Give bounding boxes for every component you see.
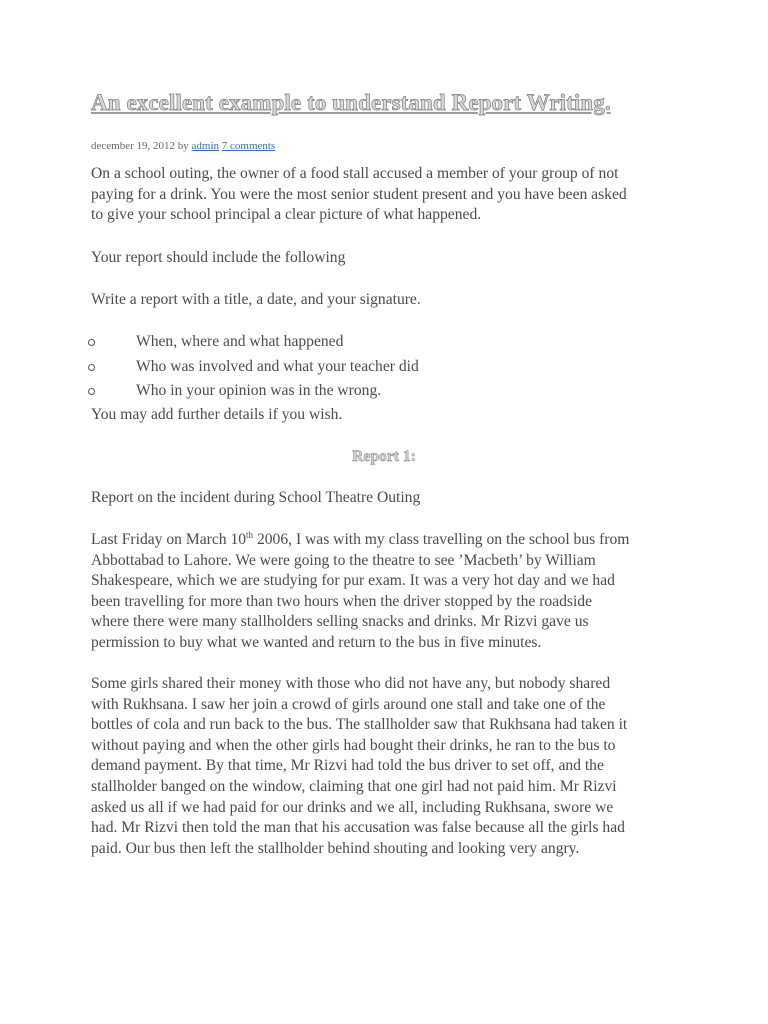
report-heading: Report 1: xyxy=(352,448,416,465)
paragraph-line: asked us all if we had paid for our drinks and we all, including Rukhsana, swore we xyxy=(91,798,614,816)
report-paragraph-1 xyxy=(91,530,691,654)
report-title: Report on the incident during School Theatre Outing xyxy=(91,489,421,506)
list-item-text: Who was involved and what your teacher did xyxy=(136,357,419,375)
intro-line: to give your school principal a clear picture of what happened. xyxy=(91,206,482,224)
paragraph-line: Some girls shared their money with those who did not have any, but nobody shared xyxy=(91,675,611,692)
hollow-bullet-icon xyxy=(88,364,95,371)
paragraph-line xyxy=(91,530,691,551)
paragraph-line: Shakespeare, which we are studying for pur exam. It was a very hot day and we had xyxy=(91,572,615,590)
intro-line: On a school outing, the owner of a food stall accused a member of your group of not xyxy=(91,165,619,182)
paragraph-line: permission to buy what we wanted and return to the bus in five minutes. xyxy=(91,633,542,651)
post-date: december 19, 2012 xyxy=(91,140,175,152)
comments-link[interactable]: 7 comments xyxy=(221,140,276,152)
further-details-line: You may add further details if you wish. xyxy=(91,406,343,423)
line-text: 2006, I was with my class travelling on the school bus from xyxy=(253,531,630,548)
paragraph-line: with Rukhsana. I saw her join a crowd of girls around one stall and take one of the xyxy=(91,695,606,713)
paragraph-line: without paying and when the other girls had bought their drinks, he ran to the bus to xyxy=(91,736,616,754)
hollow-bullet-icon xyxy=(88,388,95,395)
paragraph-line: had. Mr Rizvi then told the man that his accusation was false because all the girls had xyxy=(91,819,625,837)
write-line: Write a report with a title, a date, and your signature. xyxy=(91,291,421,308)
page-title: An excellent example to understand Report Writing. xyxy=(91,90,611,115)
superscript: th xyxy=(246,529,254,540)
hollow-bullet-icon xyxy=(88,339,95,346)
author-link[interactable]: admin xyxy=(191,140,219,152)
list-item-text: Who in your opinion was in the wrong. xyxy=(136,382,382,399)
paragraph-line: stallholder banged on the window, claiming that one girl had not paid him. Mr Rizvi xyxy=(91,777,617,795)
list-item-text: When, where and what happened xyxy=(136,333,344,350)
paragraph-line: been travelling for more than two hours when the driver stopped by the roadside xyxy=(91,592,593,610)
post-by: by xyxy=(177,140,189,152)
intro-paragraph xyxy=(91,164,691,226)
include-line: Your report should include the following xyxy=(91,249,346,266)
paragraph-line: demand payment. By that time, Mr Rizvi had told the bus driver to set off, and the xyxy=(91,757,604,775)
paragraph-line: Abbottabad to Lahore. We were going to the theatre to see ’Macbeth’ by William xyxy=(91,551,596,569)
report-paragraph-2 xyxy=(91,674,691,859)
paragraph-line: where there were many stallholders selling snacks and drinks. Mr Rizvi gave us xyxy=(91,613,589,631)
post-meta xyxy=(91,140,275,152)
paragraph-line: bottles of cola and run back to the bus. The stallholder saw that Rukhsana had taken it xyxy=(91,716,628,734)
intro-line: paying for a drink. You were the most senior student present and you have been asked xyxy=(91,185,627,203)
paragraph-line: paid. Our bus then left the stallholder behind shouting and looking very angry. xyxy=(91,839,580,857)
line-text: Last Friday on March 10 xyxy=(91,531,247,548)
